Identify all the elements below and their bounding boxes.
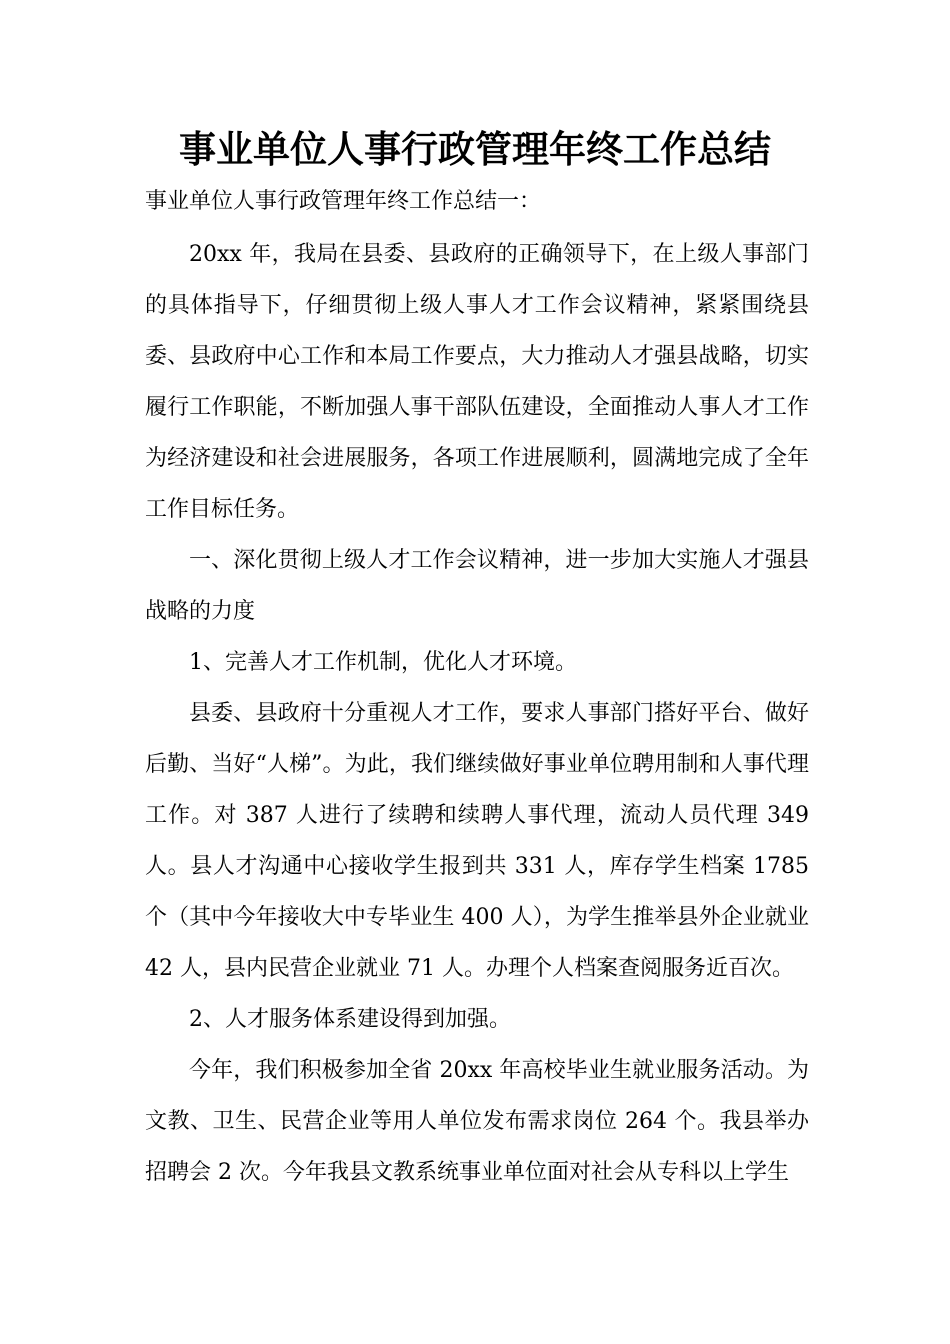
paragraph-service-system: 今年，我们积极参加全省 20xx 年高校毕业生就业服务活动。为文教、卫生、民营企业等用人单位发布需求岗位 264 个。我县举办招聘会 2 次。今年我县文教系统事业单位面对社会从专科以上学生 [145,1058,809,1185]
subsection-heading-2: 2、人才服务体系建设得到加强。 [189,1007,511,1032]
section-heading-1: 一、深化贯彻上级人才工作会议精神，进一步加大实施人才强县战略的力度 [145,548,809,624]
document-title: 事业单位人事行政管理年终工作总结 [179,128,771,171]
paragraph-talent-mechanism: 县委、县政府十分重视人才工作，要求人事部门搭好平台、做好后勤、当好“人梯”。为此，我们继续做好事业单位聘用制和人事代理工作。对 387 人进行了续聘和续聘人事代理，流动人员代理 349 人。县人才沟通中心接收学生报到共 331 人，库存学生档案 1785 个（其中今年接收大中专毕业生 400 人），为学生推举县外企业就业 42 人，县内民营企业就业 71 人。办理个人档案查阅服务近百次。 [145,701,809,981]
paragraph-overview: 20xx 年，我局在县委、县政府的正确领导下，在上级人事部门的具体指导下，仔细贯彻上级人事人才工作会议精神，紧紧围绕县委、县政府中心工作和本局工作要点，大力推动人才强县战略，切实履行工作职能，不断加强人事干部队伍建设，全面推动人事人才工作为经济建设和社会进展服务，各项工作进展顺利，圆满地完成了全年工作目标任务。 [145,242,809,522]
document-subtitle: 事业单位人事行政管理年终工作总结一： [145,189,542,214]
subsection-heading-1: 1、完善人才工作机制，优化人才环境。 [189,650,577,675]
document-body [145,229,809,1198]
